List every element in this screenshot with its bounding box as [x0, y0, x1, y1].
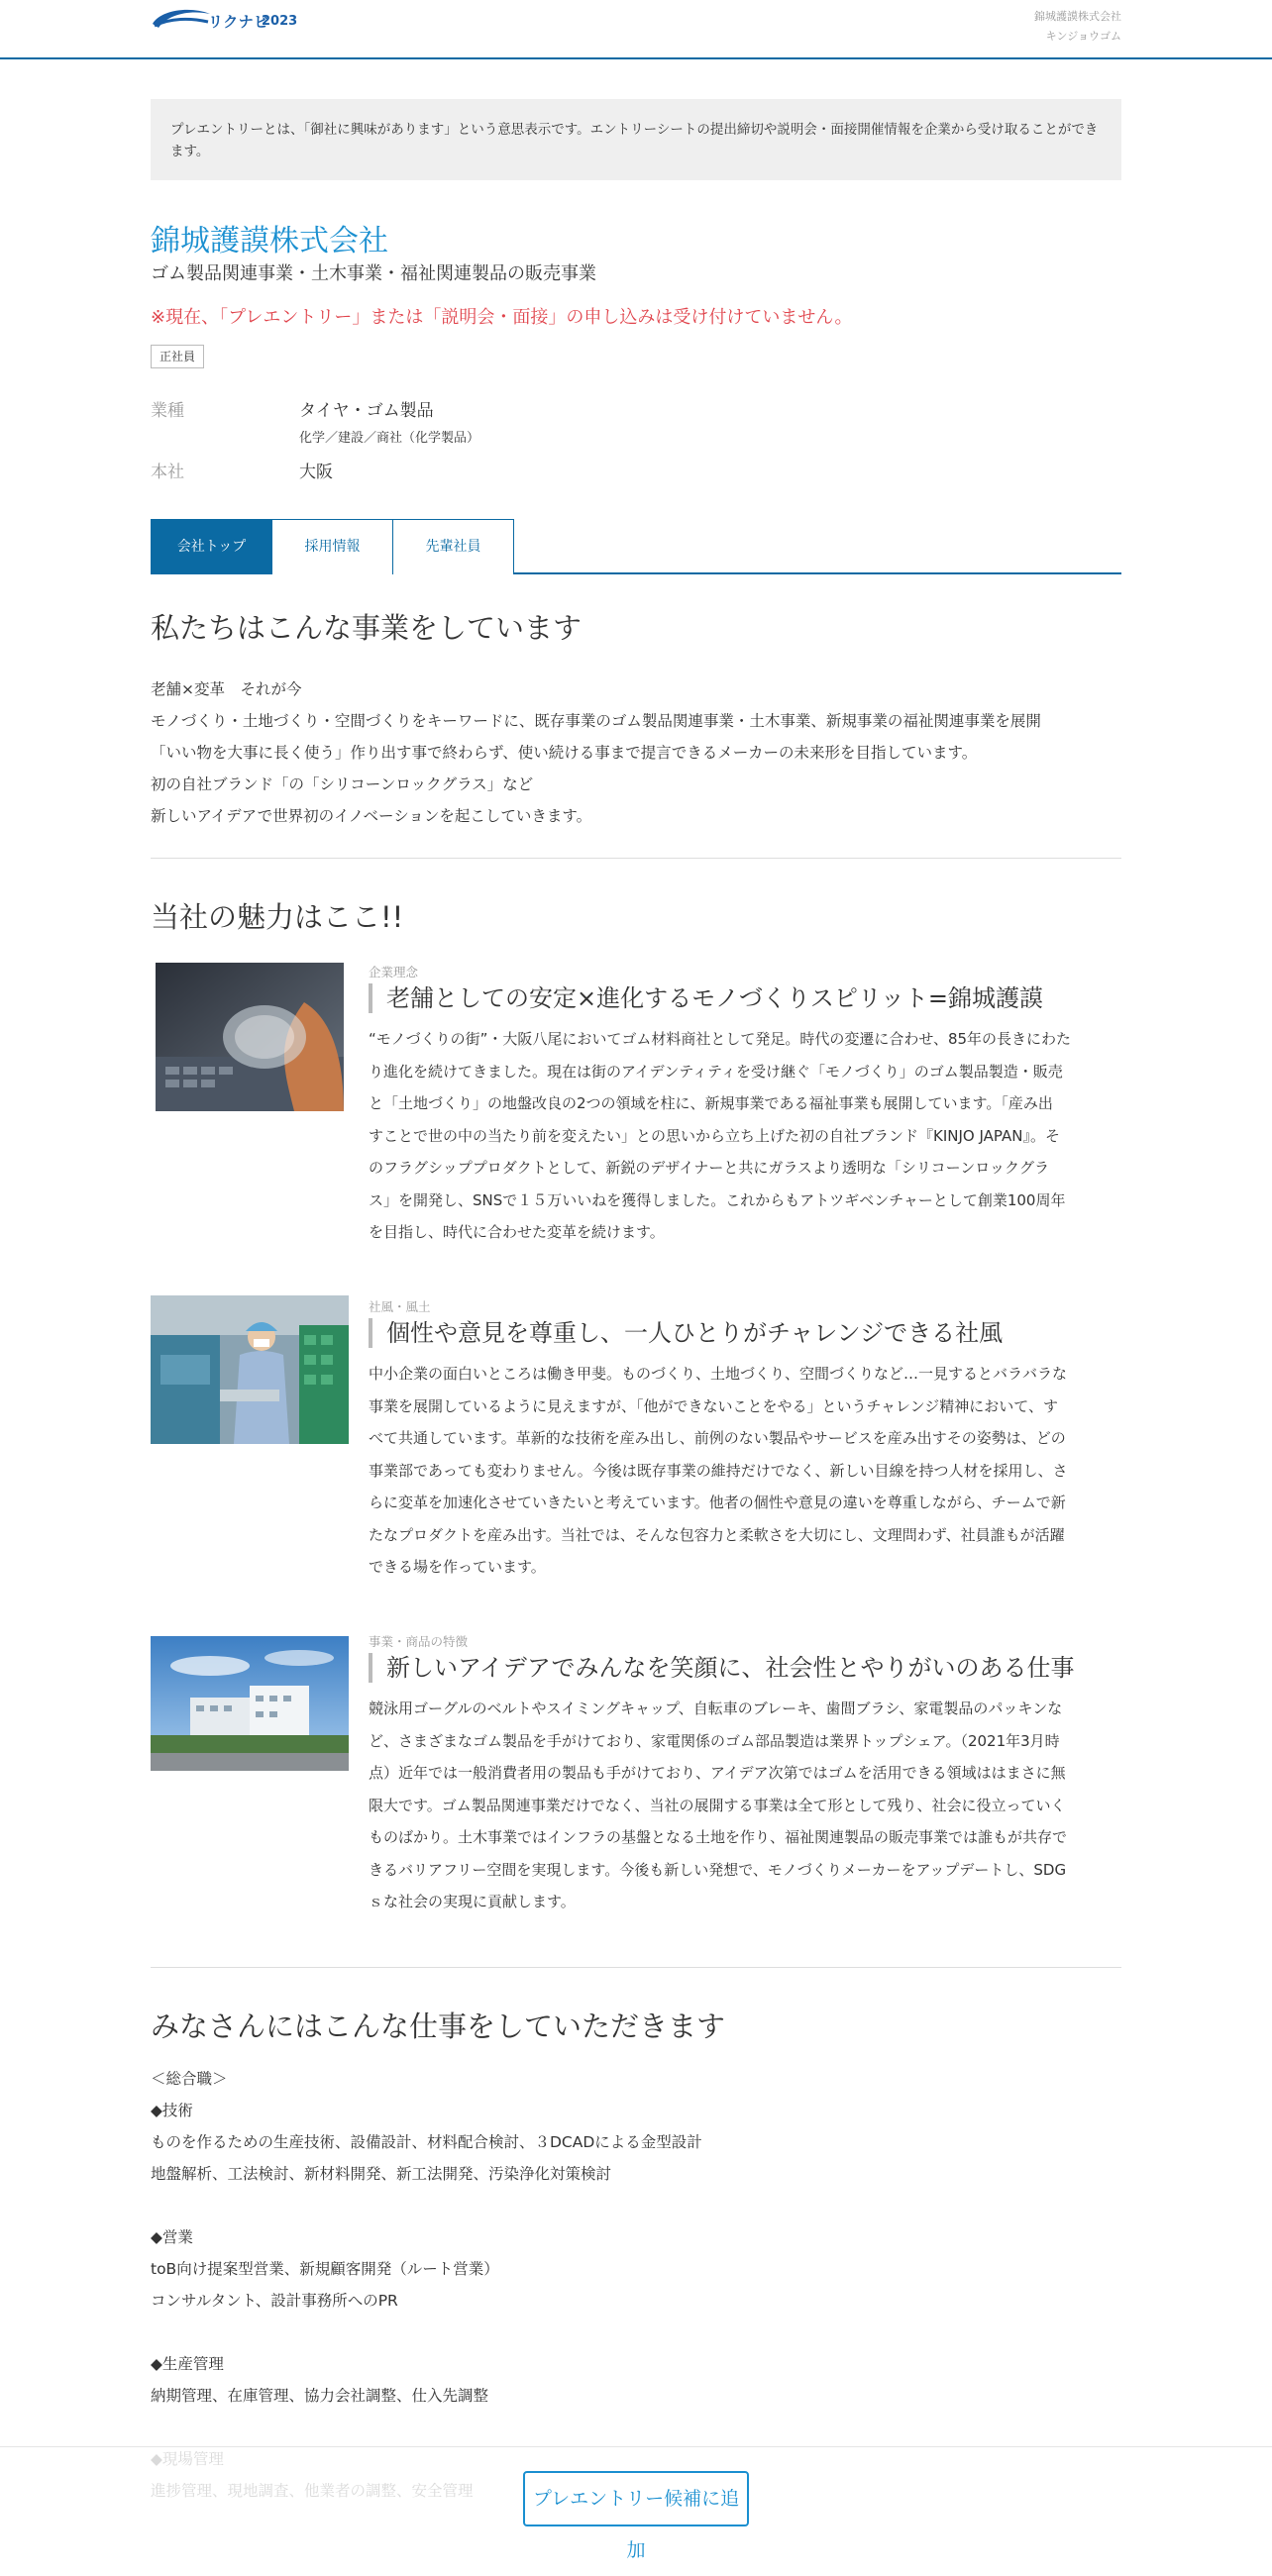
- company-name: 錦城護謨株式会社: [151, 224, 388, 258]
- header-company-kana: キンジョウゴム: [1045, 30, 1121, 43]
- feature-line: り進化を続けてきました。現在は街のアイデンティティを受け継ぐ「モノづくり」のゴム製品製造・販売: [369, 1062, 1063, 1081]
- industry-value: タイヤ・ゴム製品: [299, 401, 434, 421]
- business-section-title: 私たちはこんな事業をしています: [151, 611, 583, 645]
- feature-category: 事業・商品の特徴: [369, 1634, 469, 1649]
- feature-line: べて共通しています。革新的な技術を産み出し、前例のない製品やサービスを産み出すその姿勢は、どの: [369, 1429, 1066, 1447]
- pre-entry-notice: プレエントリーとは、「御社に興味があります」という意思表示です。エントリーシートの提出締切や説明会・面接開催情報を企業から受け取ることができます。: [151, 99, 1121, 180]
- feature-line: 事業を展開しているように見えますが、「他ができないことをやる」というチャレンジ精神において、す: [369, 1396, 1059, 1415]
- feature-line: 中小企業の面白いところは働き甲斐。ものづくり、土地づくり、空間づくりなど…一見するとバラバラな: [369, 1365, 1068, 1383]
- feature-line: きるバリアフリー空間を実現します。今後も新しい発想で、モノづくりメーカーをアップデートし、SDG: [369, 1860, 1067, 1879]
- feature-line: ど、さまざまなゴム製品を手がけており、家電関係のゴム部品製造は業界トップシェア。（2021年3月時: [369, 1731, 1060, 1750]
- business-line: 老舗×変革 それが今: [151, 680, 302, 698]
- business-description: [151, 673, 1121, 832]
- factory-worker-photo: [151, 1295, 349, 1444]
- entry-closed-warning: ※現在、「プレエントリー」または「説明会・面接」の申し込みは受け付けていません。: [151, 307, 853, 328]
- site-header: [0, 0, 1272, 59]
- jobs-spacer: [151, 2412, 1121, 2443]
- feature-line: ｓな社会の実現に貢献します。: [369, 1893, 576, 1910]
- feature-line: ス」を開発し、SNSで１５万いいねを獲得しました。これからもアトツギベンチャーとして創業100周年: [369, 1190, 1066, 1209]
- section-divider: [151, 858, 1121, 859]
- feature-title: 個性や意見を尊重し、一人ひとりがチャレンジできる社風: [369, 1318, 1003, 1348]
- sticky-entry-bar: [0, 2446, 1272, 2561]
- hq-value: 大阪: [299, 463, 333, 482]
- jobs-line: ◆生産管理: [151, 2355, 224, 2373]
- feature-title: 老舗としての安定×進化するモノづくりスピリット=錦城護謨: [369, 983, 1043, 1013]
- business-line: 「いい物を大事に長く使う」作り出す事で終わらず、使い続ける事まで提言できるメーカーの未来形を目指しています。: [151, 744, 978, 762]
- feature-body: [369, 1693, 1121, 1918]
- jobs-line: ◆技術: [151, 2102, 193, 2119]
- jobs-line: ものを作るための生産技術、設備設計、材料配合検討、３DCADによる金型設計: [151, 2133, 702, 2151]
- feature-line: 点）近年では一般消費者用の製品も手がけており、アイデア次第ではゴムを活用できる領域ははまさに無: [369, 1764, 1066, 1782]
- industry-sub: 化学／建設／商社（化学製品）: [299, 431, 480, 446]
- feature-line: すことで世の中の当たり前を変えたい」との思いから立ち上げた初の自社ブランド『KINJO JAPAN』。そ: [369, 1126, 1060, 1145]
- feature-line: 限大です。ゴム製品関連事業だけでなく、当社の展開する事業は全て形として残り、社会に役立っていく: [369, 1796, 1066, 1814]
- business-line: 新しいアイデアで世界初のイノベーションを起こしていきます。: [151, 807, 592, 825]
- jobs-spacer: [151, 2190, 1121, 2221]
- business-line: モノづくり・土地づくり・空間づくりをキーワードに、既存事業のゴム製品関連事業・土木事業、新規事業の福祉関連事業を展開: [151, 712, 1041, 730]
- feature-line: らに変革を加速化させていきたいと考えています。他者の個性や意見の違いを尊重しながら、チームで新: [369, 1494, 1066, 1511]
- logo-year: 2023: [262, 14, 298, 29]
- tab-company-top[interactable]: 会社トップ: [151, 519, 272, 574]
- feature-line: 競泳用ゴーグルのベルトやスイミングキャップ、自転車のブレーキ、歯間ブラシ、家電製品のパッキンな: [369, 1700, 1063, 1717]
- feature-body: [369, 1023, 1121, 1249]
- jobs-line: コンサルタント、設計事務所へのPR: [151, 2292, 398, 2310]
- employment-type-badge: 正社員: [151, 345, 204, 368]
- feature-line: “モノづくりの街”・大阪八尾においてゴム材料商社として発足。時代の変遷に合わせ、85年の長きにわた: [369, 1030, 1072, 1048]
- glass-product-photo: [156, 963, 344, 1111]
- feature-line: 事業部であっても変わりません。今後は既存事業の維持だけでなく、新しい目線を持つ人材を採用し、さ: [369, 1461, 1068, 1480]
- jobs-line: 納期管理、在庫管理、協力会社調整、仕入先調整: [151, 2387, 489, 2405]
- feature-line: と「土地づくり」の地盤改良の2つの領域を柱に、新規事業である福祉事業も展開しています。「産み出: [369, 1094, 1053, 1112]
- company-subtitle: ゴム製品関連事業・土木事業・福祉関連製品の販売事業: [151, 263, 596, 284]
- appeal-section-title: 当社の魅力はここ!!: [151, 900, 404, 934]
- section-divider: [151, 1967, 1121, 1968]
- feature-line: を目指し、時代に合わせた変革を続けます。: [369, 1223, 665, 1241]
- feature-line: できる場を作っています。: [369, 1558, 546, 1576]
- jobs-spacer: [151, 2317, 1121, 2348]
- feature-category: 企業理念: [369, 965, 419, 979]
- logo-text: リクナビ: [208, 13, 269, 31]
- feature-line: たなプロダクトを産み出す。当社では、そんな包容力と柔軟さを大切にし、文理問わず、社員誰もが活躍: [369, 1525, 1065, 1544]
- feature-line: のフラグシッププロダクトとして、新鋭のデザイナーと共にガラスより透明な「シリコーンロックグラ: [369, 1159, 1050, 1177]
- business-line: 初の自社ブランド「の「シリコーンロックグラス」など: [151, 775, 534, 793]
- feature-line: ものばかり。土木事業ではインフラの基盤となる土地を作り、福祉関連製品の販売事業では誰もが共存で: [369, 1828, 1068, 1846]
- jobs-line: ◆営業: [151, 2228, 193, 2246]
- company-building-photo: [151, 1636, 349, 1771]
- tab-senior-staff[interactable]: 先輩社員: [392, 519, 514, 574]
- rikunabi-logo[interactable]: [151, 6, 299, 32]
- company-tabs: [151, 519, 1121, 574]
- jobs-line: ＜総合職＞: [151, 2070, 228, 2088]
- add-pre-entry-button[interactable]: プレエントリー候補に追加: [523, 2471, 749, 2526]
- header-company-name: 錦城護謨株式会社: [1034, 10, 1121, 23]
- jobs-line: 地盤解析、工法検討、新材料開発、新工法開発、汚染浄化対策検討: [151, 2165, 612, 2183]
- feature-body: [369, 1358, 1121, 1584]
- feature-category: 社風・風土: [369, 1299, 431, 1314]
- tab-recruit-info[interactable]: 採用情報: [271, 519, 393, 574]
- jobs-description: [151, 2063, 1121, 2507]
- industry-label: 業種: [151, 401, 184, 421]
- jobs-section-title: みなさんにはこんな仕事をしていただきます: [151, 2009, 726, 2043]
- hq-label: 本社: [151, 463, 184, 482]
- feature-title: 新しいアイデアでみんなを笑顔に、社会性とやりがいのある仕事: [369, 1653, 1075, 1683]
- jobs-line: toB向け提案型営業、新規顧客開発（ルート営業）: [151, 2260, 499, 2278]
